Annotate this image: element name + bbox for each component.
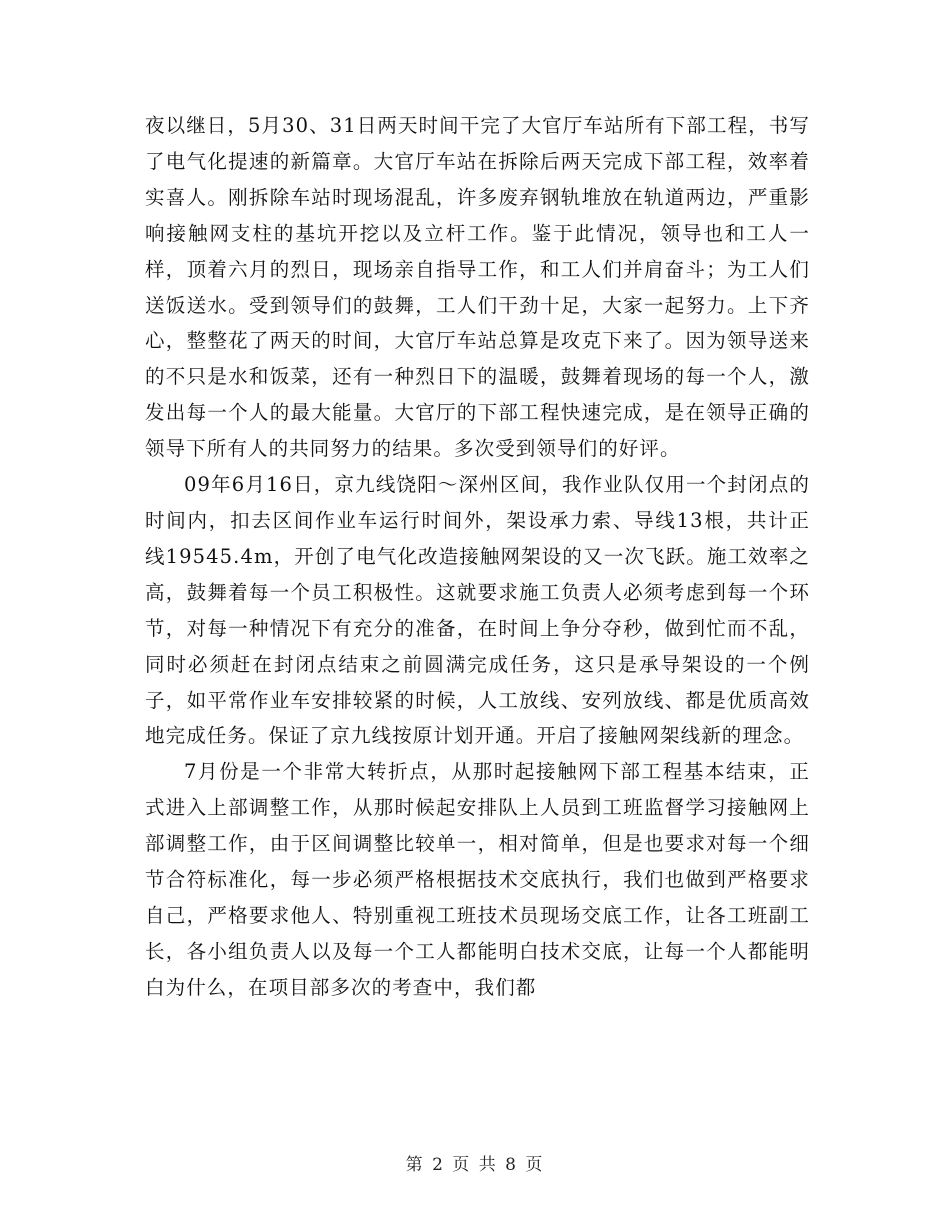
page-footer: 第 2 页 共 8 页	[405, 1155, 545, 1175]
paragraph-july-turning-point: 7月份是一个非常大转折点，从那时起接触网下部工程基本结束，正式进入上部调整工作，从那时候起安排队上人员到工班监督学习接触网上部调整工作，由于区间调整比较单一，相对简单，但是也要求对每一个细节合符标准化，每一步必须严格根据技术交底执行，我们也做到严格要求自己，严格要求他人、特别重视工班技术员现场交底工作，让各工班副工长，各小组负责人以及每一个工人都能明白技术交底，让每一个人都能明白为什么，在项目部多次的考查中，我们都	[145, 760, 810, 999]
paragraph-jingjiu-line: 09年6月16日，京九线饶阳～深州区间，我作业队仅用一个封闭点的时间内，扣去区间作业车运行时间外，架设承力索、导线13根，共计正线19545.4m，开创了电气化改造接触网架设的又一次飞跃。施工效率之高，鼓舞着每一个员工积极性。这就要求施工负责人必须考虑到每一个环节，对每一种情况下有充分的准备，在时间上争分夺秒，做到忙而不乱，同时必须赶在封闭点结束之前圆满完成任务，这只是承导架设的一个例子，如平常作业车安排较紧的时候，人工放线、安列放线、都是优质高效地完成任务。保证了京九线按原计划开通。开启了接触网架线新的理念。	[145, 473, 810, 748]
body-text	[145, 108, 810, 1006]
paragraph-continuation: 夜以继日，5月30、31日两天时间干完了大官厅车站所有下部工程，书写了电气化提速的新篇章。大官厅车站在拆除后两天完成下部工程，效率着实喜人。刚拆除车站时现场混乱，许多废弃钢轨堆放在轨道两边，严重影响接触网支柱的基坑开挖以及立杆工作。鉴于此情况，领导也和工人一样，顶着六月的烈日，现场亲自指导工作，和工人们并肩奋斗；为工人们送饭送水。受到领导们的鼓舞，工人们干劲十足，大家一起努力。上下齐心，整整花了两天的时间，大官厅车站总算是攻克下来了。因为领导送来的不只是水和饭菜，还有一种烈日下的温暖，鼓舞着现场的每一个人，激发出每一个人的最大能量。大官厅的下部工程快速完成，是在领导正确的领导下所有人的共同努力的结果。多次受到领导们的好评。	[145, 114, 810, 461]
